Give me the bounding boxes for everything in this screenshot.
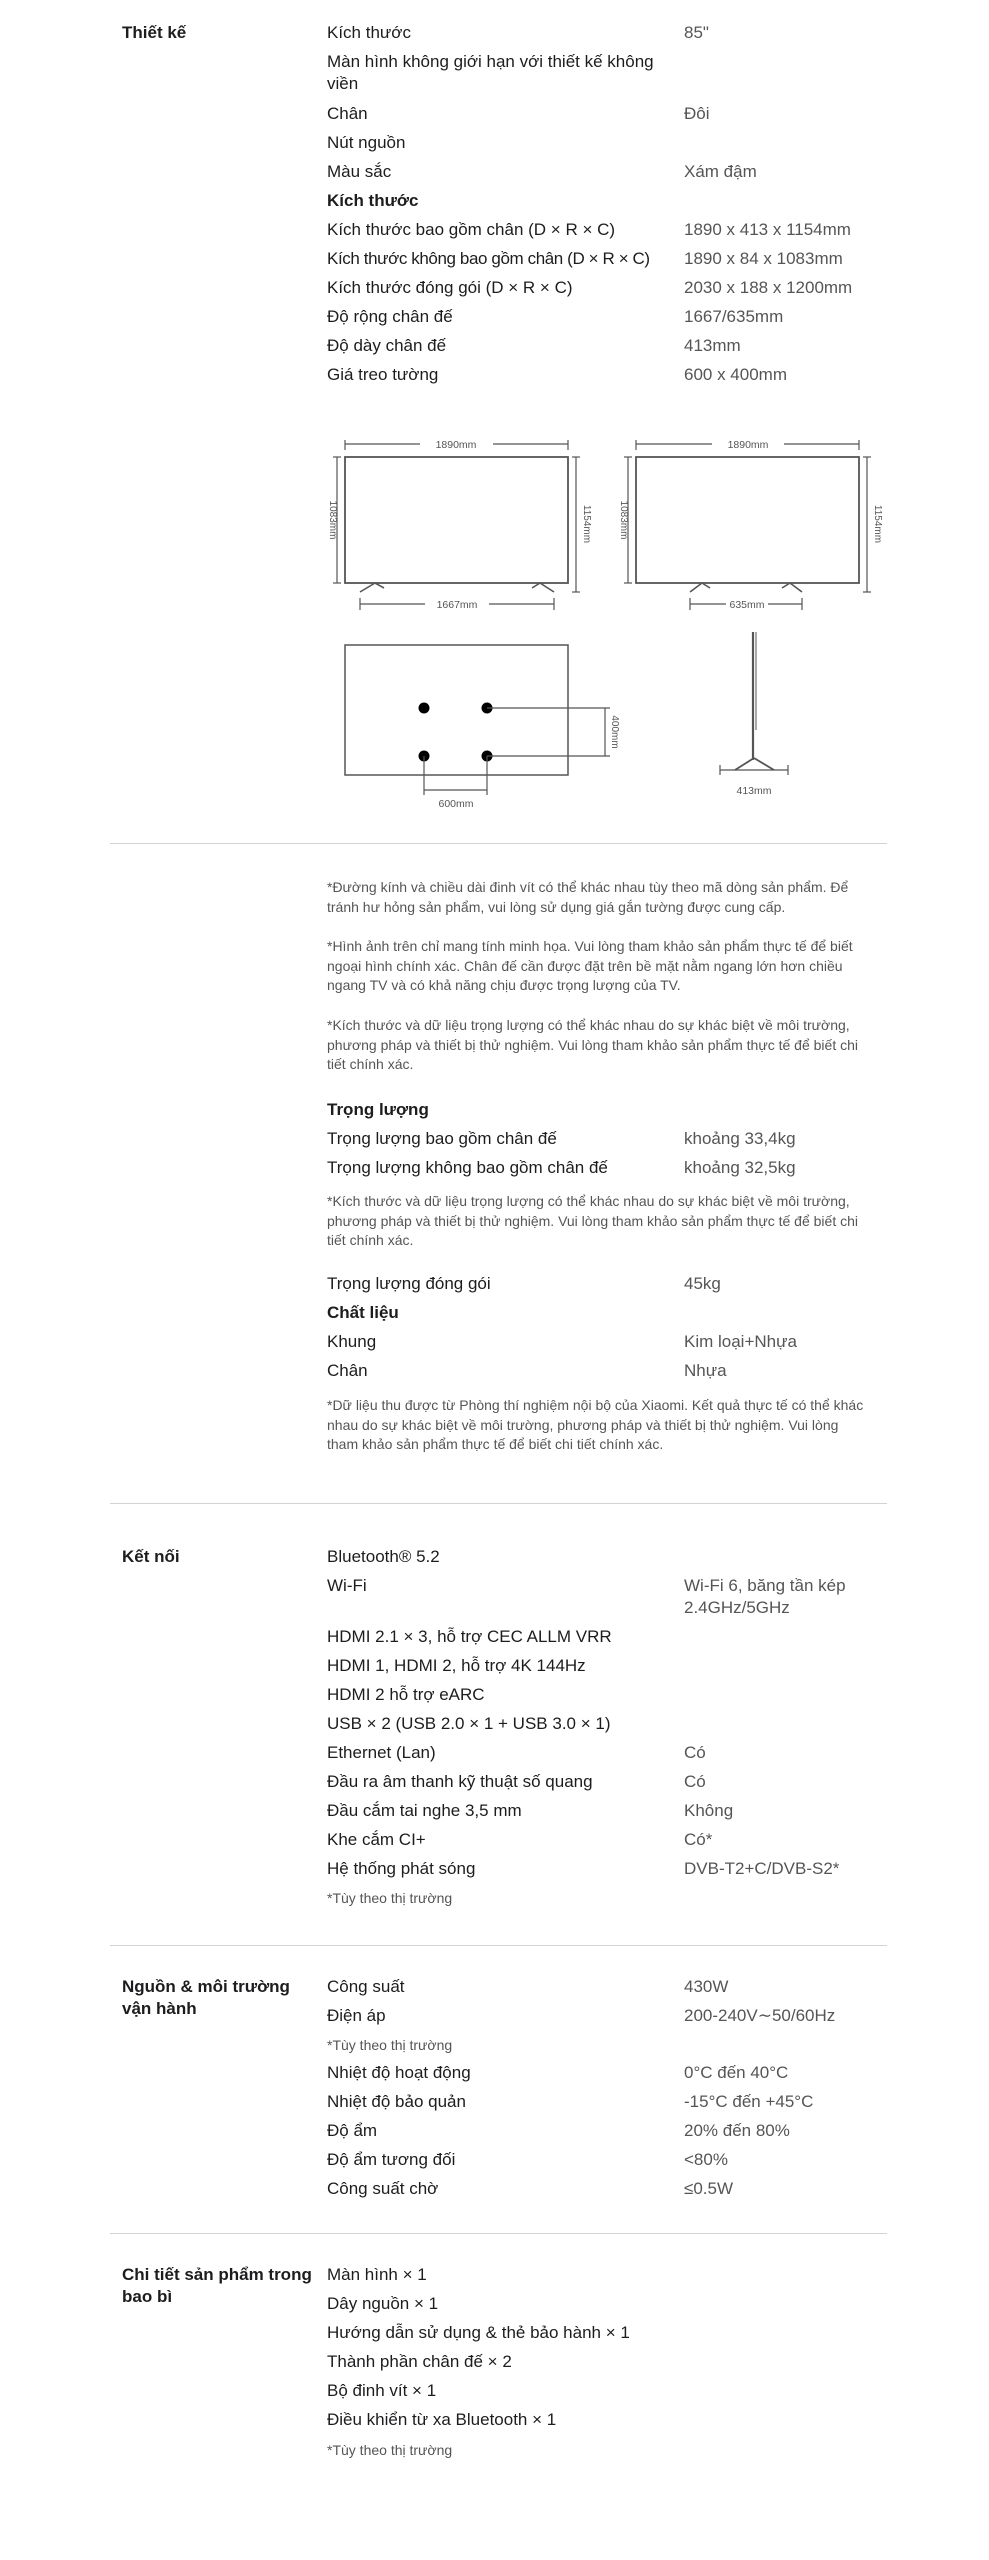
spec-label: HDMI 2.1 × 3, hỗ trợ CEC ALLM VRR	[327, 1627, 612, 1646]
spec-value: Wi-Fi 6, băng tần kép 2.4GHz/5GHz	[684, 1576, 846, 1617]
footnote: *Dữ liệu thu được từ Phòng thí nghiệm nội bộ của Xiaomi. Kết quả thực tế có thể khác nhau do sự khác biệt về môi trường, phương pháp và thiết bị thử nghiệm. Vui lòng tham khảo sản phẩm thực tế để biết chi tiết chính xác.	[327, 1397, 864, 1452]
footnote: *Kích thước và dữ liệu trọng lượng có thể khác nhau do sự khác biệt về môi trường, phương pháp và thiết bị thử nghiệm. Vui lòng tham khảo sản phẩm thực tế để biết chi tiết chính xác.	[327, 1017, 858, 1072]
section-divider	[110, 843, 887, 844]
spec-label: Điều khiển từ xa Bluetooth × 1	[327, 2410, 557, 2429]
footnote: *Tùy theo thị trường	[327, 2442, 453, 2458]
spec-value: 200-240V∼50/60Hz	[684, 2006, 836, 2025]
spec-label: Kích thước không bao gồm chân (D × R × C)	[327, 249, 650, 268]
section-title-package: Chi tiết sản phẩm trong bao bì	[122, 2265, 312, 2306]
spec-label: Độ dày chân đế	[327, 336, 447, 355]
spec-label: Thành phần chân đế × 2	[327, 2352, 512, 2371]
spec-label: Độ rộng chân đế	[327, 307, 453, 326]
spec-subheading: Kích thước	[327, 191, 419, 210]
spec-label: Màn hình × 1	[327, 2265, 427, 2284]
spec-label: Bluetooth® 5.2	[327, 1547, 440, 1566]
spec-label: Nhiệt độ hoạt động	[327, 2063, 471, 2082]
spec-label: Độ ẩm tương đối	[327, 2150, 456, 2169]
spec-label: Trọng lượng không bao gồm chân đế	[327, 1158, 608, 1177]
spec-value: Kim loại+Nhựa	[684, 1332, 797, 1351]
spec-label: Đầu cắm tai nghe 3,5 mm	[327, 1801, 522, 1820]
spec-value: khoảng 32,5kg	[684, 1158, 796, 1177]
spec-label: Trọng lượng đóng gói	[327, 1274, 491, 1293]
spec-label: Dây nguồn × 1	[327, 2294, 439, 2313]
footnote: *Kích thước và dữ liệu trọng lượng có thể khác nhau do sự khác biệt về môi trường, phương pháp và thiết bị thử nghiệm. Vui lòng tham khảo sản phẩm thực tế để biết chi tiết chính xác.	[327, 1193, 858, 1248]
spec-label: Kích thước bao gồm chân (D × R × C)	[327, 220, 616, 239]
spec-value: 2030 x 188 x 1200mm	[684, 278, 853, 297]
spec-value: -15°C đến +45°C	[684, 2092, 814, 2111]
spec-label: Nút nguồn	[327, 133, 406, 152]
spec-label: Độ ẩm	[327, 2121, 378, 2140]
spec-value: 1667/635mm	[684, 307, 784, 326]
spec-value: ≤0.5W	[684, 2179, 734, 2198]
spec-label: Điện áp	[327, 2006, 386, 2025]
spec-value: 0°C đến 40°C	[684, 2063, 789, 2082]
spec-label: Trọng lượng bao gồm chân đế	[327, 1129, 557, 1148]
height-no-stand-label: 1083mm	[327, 500, 338, 540]
footnote: *Tùy theo thị trường	[327, 2037, 453, 2053]
spec-value: khoảng 33,4kg	[684, 1129, 796, 1148]
stand-width-front-label: 1667mm	[436, 599, 478, 611]
spec-value: Xám đậm	[684, 162, 757, 181]
vesa-height-label: 400mm	[609, 715, 620, 749]
spec-label: Màn hình không giới hạn với thiết kế không viền	[327, 52, 654, 93]
footnote: *Tùy theo thị trường	[327, 1890, 453, 1906]
spec-label: Bộ đinh vít × 1	[327, 2381, 437, 2400]
spec-value: 413mm	[684, 336, 741, 355]
section-title-power: Nguồn & môi trường vận hành	[122, 1977, 290, 2018]
spec-value: DVB-T2+C/DVB-S2*	[684, 1859, 840, 1878]
spec-value: 85"	[684, 23, 709, 42]
spec-label: Giá treo tường	[327, 365, 439, 384]
spec-value: 45kg	[684, 1274, 721, 1293]
spec-value: Không	[684, 1801, 734, 1820]
spec-label: Wi-Fi	[327, 1576, 367, 1595]
section-divider	[110, 2233, 887, 2234]
tv-front-view-center-stand	[618, 439, 883, 611]
spec-label: Màu sắc	[327, 162, 392, 181]
spec-label: Kích thước	[327, 23, 411, 42]
spec-value: 1890 x 84 x 1083mm	[684, 249, 843, 268]
spec-value: <80%	[684, 2150, 728, 2169]
spec-value: Nhựa	[684, 1361, 727, 1380]
spec-label: Chân	[327, 104, 368, 123]
spec-value: Có*	[684, 1830, 713, 1849]
spec-label: Hướng dẫn sử dụng & thẻ bảo hành × 1	[327, 2323, 630, 2342]
tv-front-view-with-stand	[327, 439, 592, 611]
section-divider	[110, 1503, 887, 1504]
spec-label: Ethernet (Lan)	[327, 1743, 436, 1762]
spec-value: 430W	[684, 1977, 729, 1996]
section-title-design: Thiết kế	[122, 23, 187, 42]
material-heading: Chất liệu	[327, 1303, 399, 1322]
spec-label: Đầu ra âm thanh kỹ thuật số quang	[327, 1772, 593, 1791]
footnote: *Hình ảnh trên chỉ mang tính minh họa. Vui lòng tham khảo sản phẩm thực tế để biết ngoại hình chính xác. Chân đế cần được đặt trên bề mặt nằm ngang lớn hơn chiều ngang TV và có khả năng chịu được trọng lượng của TV.	[327, 938, 853, 993]
spec-label: Kích thước đóng gói (D × R × C)	[327, 278, 573, 297]
dimension-diagram	[0, 420, 989, 820]
spec-label: Hệ thống phát sóng	[327, 1859, 476, 1878]
spec-value: 600 x 400mm	[684, 365, 787, 384]
vesa-width-label: 600mm	[438, 798, 474, 810]
spec-value: 1890 x 413 x 1154mm	[684, 220, 851, 239]
width-label: 1890mm	[435, 439, 477, 451]
height-with-stand-label: 1154mm	[872, 504, 883, 544]
spec-label: HDMI 2 hỗ trợ eARC	[327, 1685, 485, 1704]
spec-label: USB × 2 (USB 2.0 × 1 + USB 3.0 × 1)	[327, 1714, 611, 1733]
spec-value: Có	[684, 1772, 706, 1791]
section-title-connectivity: Kết nối	[122, 1547, 180, 1566]
width-label: 1890mm	[727, 439, 769, 451]
spec-value: 20% đến 80%	[684, 2121, 790, 2140]
stand-width-center-label: 635mm	[729, 599, 765, 611]
footnote: *Đường kính và chiều dài đinh vít có thể khác nhau tùy theo mã dòng sản phẩm. Để tránh hư hỏng sản phẩm, vui lòng sử dụng giá gắn tường được cung cấp.	[327, 879, 849, 915]
spec-label: Nhiệt độ bảo quản	[327, 2092, 466, 2111]
tv-side-view	[720, 632, 788, 797]
spec-label: Khe cắm CI+	[327, 1830, 426, 1849]
section-divider	[110, 1945, 887, 1946]
spec-value: Có	[684, 1743, 706, 1762]
stand-depth-label: 413mm	[736, 785, 772, 797]
spec-label: Chân	[327, 1361, 368, 1380]
height-with-stand-label: 1154mm	[581, 504, 592, 544]
spec-label: HDMI 1, HDMI 2, hỗ trợ 4K 144Hz	[327, 1656, 586, 1675]
spec-value: Đôi	[684, 104, 710, 123]
tv-back-view-vesa	[345, 645, 620, 810]
weight-heading: Trọng lượng	[327, 1100, 429, 1119]
height-no-stand-label: 1083mm	[618, 500, 629, 540]
spec-label: Công suất chờ	[327, 2179, 439, 2198]
spec-label: Khung	[327, 1332, 377, 1351]
spec-label: Công suất	[327, 1977, 405, 1996]
